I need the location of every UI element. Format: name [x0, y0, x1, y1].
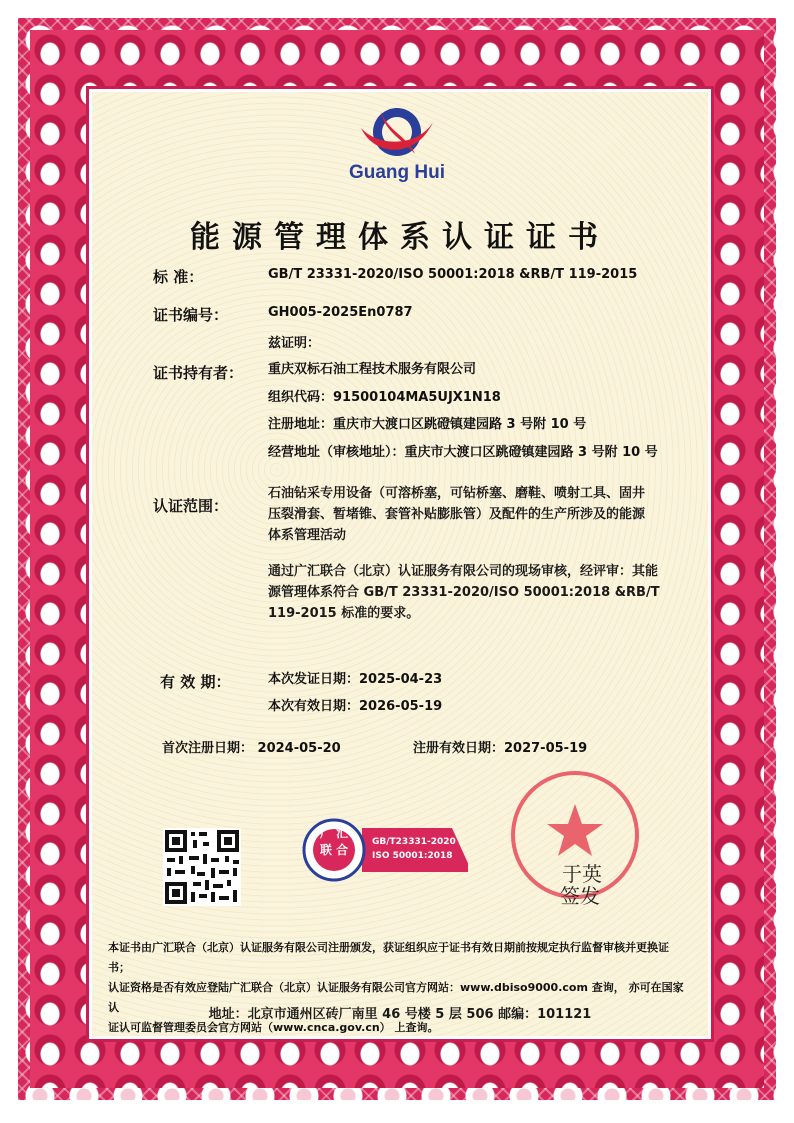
holder-intro: 兹证明： — [268, 336, 321, 351]
holder-op-address: 经营地址（审核地址）：重庆市大渡口区跳磴镇建园路 3 号附 10 号 — [268, 445, 658, 460]
cert-number-label: 证书编号： — [153, 306, 229, 324]
statement-line: 119-2015 标准的要求。 — [268, 606, 420, 621]
scope-line: 石油钻采专用设备（可溶桥塞，可钻桥塞、磨鞋、喷射工具、固井 — [268, 486, 646, 501]
issue-date: 本次发证日期：2025-04-23 — [268, 672, 443, 687]
certificate-title: 能源管理体系认证证书 — [190, 220, 610, 255]
badge-standard-1: GB/T23331-2020 — [372, 837, 456, 847]
badge-circle-top: 广 汇 — [320, 826, 349, 840]
scope-text — [268, 483, 668, 546]
statement-line: 通过广汇联合（北京）认证服务有限公司的现场审核，经评审：其能 — [268, 564, 659, 579]
cert-number-value: GH005-2025En0787 — [268, 305, 413, 320]
footer-notes — [108, 938, 688, 1038]
badge-circle-bottom: 联 合 — [320, 843, 349, 857]
qr-code-icon — [163, 828, 241, 906]
standard-label: 标 准： — [153, 268, 204, 286]
holder-org-code: 组织代码：91500104MA5UJX1N18 — [268, 390, 501, 405]
registration-expiry-date: 注册有效日期：2027-05-19 — [413, 741, 588, 756]
holder-label: 证书持有者： — [153, 364, 244, 382]
validity-label: 有 效 期： — [160, 673, 231, 691]
standard-value: GB/T 23331-2020/ISO 50001:2018 &RB/T 119-2015 — [268, 267, 638, 282]
certification-statement — [268, 561, 668, 624]
logo-brand-text: Guang Hui — [348, 162, 446, 183]
expiry-date: 本次有效日期：2026-05-19 — [268, 699, 443, 714]
holder-company: 重庆双标石油工程技术服务有限公司 — [268, 362, 477, 377]
footer-line: 证认可监督管理委员会官方网站（www.cnca.gov.cn） 上查询。 — [108, 1021, 439, 1034]
signature-name: 于英 — [562, 862, 602, 886]
footer-line: 认证资格是否有效应登陆广汇联合（北京）认证服务有限公司官方网站：www.dbiso9000.com 查询， 亦可在国家认 — [108, 981, 684, 1014]
first-registration-date: 首次注册日期： 2024-05-20 — [162, 741, 341, 756]
holder-reg-address: 注册地址：重庆市大渡口区跳磴镇建园路 3 号附 10 号 — [268, 417, 587, 432]
scope-line: 体系管理活动 — [268, 528, 347, 543]
issuer-address: 地址：北京市通州区砖厂南里 46 号楼 5 层 506 邮编：101121 — [208, 1007, 592, 1022]
badge-standard-2: ISO 50001:2018 — [372, 851, 453, 861]
scope-line: 压裂滑套、暂堵锥、套管补贴膨胀管）及配件的生产所涉及的能源 — [268, 507, 646, 522]
signature-issued: 签发 — [560, 884, 600, 908]
statement-line: 源管理体系符合 GB/T 23331-2020/ISO 50001:2018 &RB/T — [268, 585, 660, 600]
scope-label: 认证范围： — [153, 497, 229, 515]
footer-line: 本证书由广汇联合（北京）认证服务有限公司注册颁发，获证组织应于证书有效日期前按规定执行监督审核并更换证书； — [108, 941, 669, 974]
